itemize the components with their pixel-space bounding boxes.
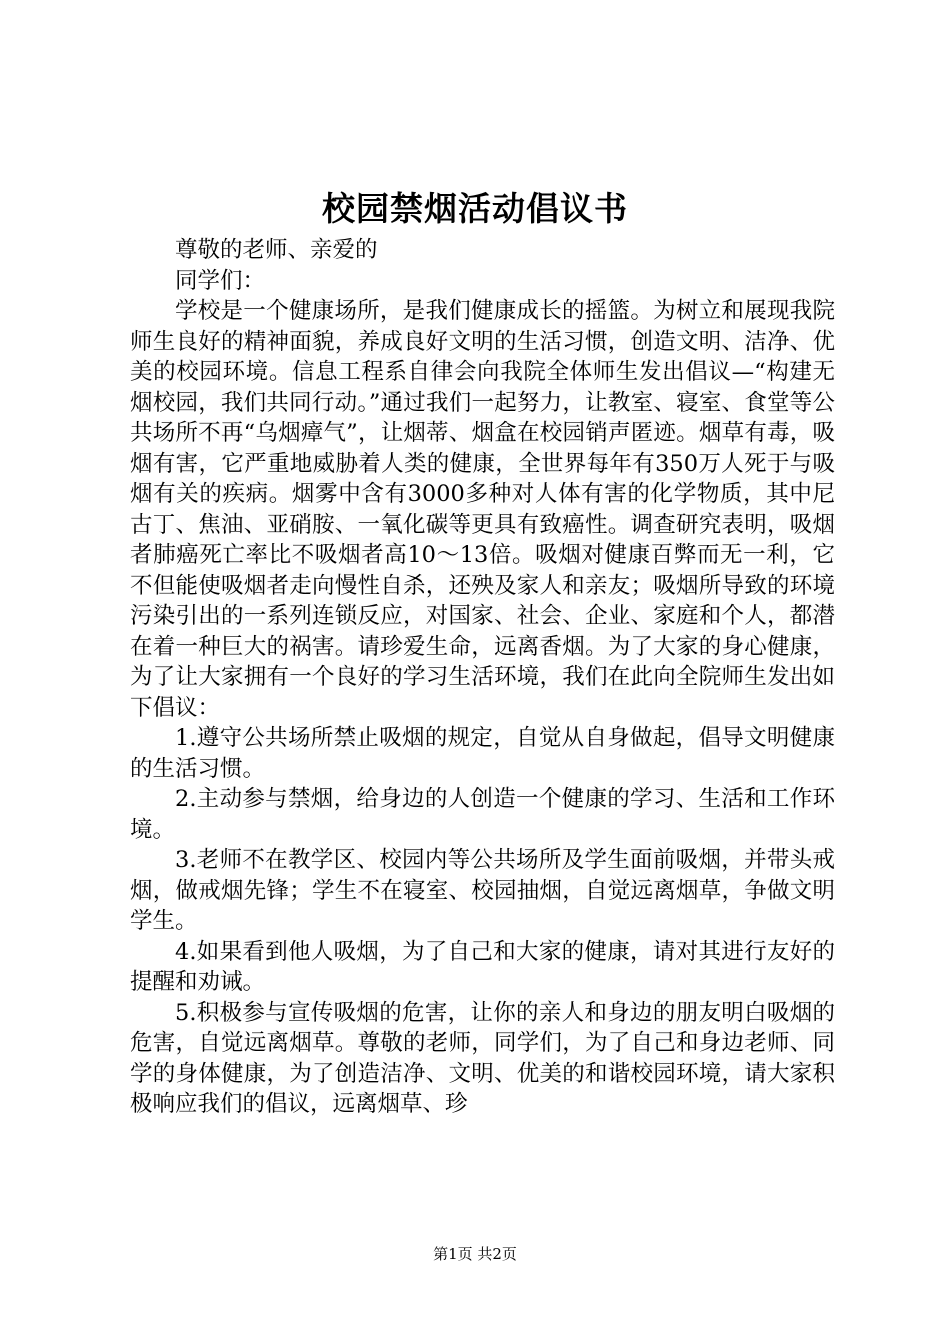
paragraph-item-4: 4.如果看到他人吸烟，为了自己和大家的健康，请对其进行友好的提醒和劝诫。 <box>130 938 835 995</box>
document-title: 校园禁烟活动倡议书 <box>322 189 628 228</box>
paragraph-item-3: 3.老师不在教学区、校园内等公共场所及学生面前吸烟，并带头戒烟，做戒烟先锋；学生不在寝室、校园抽烟，自觉远离烟草，争做文明学生。 <box>130 847 835 934</box>
paragraph-item-2: 2.主动参与禁烟，给身边的人创造一个健康的学习、生活和工作环境。 <box>130 786 835 843</box>
paragraph-item-1: 1.遵守公共场所禁止吸烟的规定，自觉从自身做起，倡导文明健康的生活习惯。 <box>130 725 835 782</box>
paragraph-intro: 学校是一个健康场所，是我们健康成长的摇篮。为树立和展现我院师生良好的精神面貌，养成良好文明的生活习惯，创造文明、洁净、优美的校园环境。信息工程系自律会向我院全体师生发出倡议—“构建无烟校园，我们共同行动。”通过我们一起努力，让教室、寝室、食堂等公共场所不再“乌烟瘴气”，让烟蒂、烟盒在校园销声匿迹。烟草有毒，吸烟有害，它严重地威胁着人类的健康，全世界每年有350万人死于与吸烟有关的疾病。烟雾中含有3000多种对人体有害的化学物质，其中尼古丁、焦油、亚硝胺、一氧化碳等更具有致癌性。调查研究表明，吸烟者肺癌死亡率比不吸烟者高10～13倍。吸烟对健康百弊而无一利，它不但能使吸烟者走向慢性自杀，还殃及家人和亲友；吸烟所导致的环境污染引出的一系列连锁反应，对国家、社会、企业、家庭和个人，都潜在着一种巨大的祸害。请珍爱生命，远离香烟。为了大家的身心健康，为了让大家拥有一个良好的学习生活环境，我们在此向全院师生发出如下倡议： <box>130 298 835 721</box>
salutation-line-1: 尊敬的老师、亲爱的 <box>175 237 378 263</box>
salutation-line-2: 同学们： <box>175 267 266 294</box>
page-number-footer: 第1页 共2页 <box>433 1245 517 1263</box>
document-body <box>130 235 835 1120</box>
paragraph-item-5: 5.积极参与宣传吸烟的危害，让你的亲人和身边的朋友明白吸烟的危害，自觉远离烟草。尊敬的老师，同学们，为了自己和身边老师、同学的身体健康，为了创造洁净、文明、优美的和谐校园环境，请大家积极响应我们的倡议，远离烟草、珍 <box>130 999 835 1117</box>
